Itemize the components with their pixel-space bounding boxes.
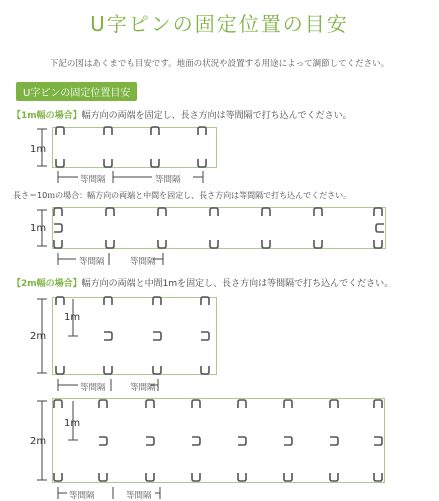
u-pin-icon [313, 207, 323, 217]
u-pin-icon [145, 472, 155, 482]
page-subtitle: 下記の図はあくまでも目安です。地面の状況や設置する用途によって調節してください。 [49, 59, 390, 69]
u-pin-icon [53, 472, 63, 482]
interval-label: 等間隔 [126, 491, 152, 501]
u-pin-icon [197, 126, 207, 136]
mid-label-2m: 1m [64, 312, 81, 323]
u-pin-icon [105, 207, 115, 217]
u-pin-icon [191, 436, 201, 446]
u-pin-icon [152, 296, 162, 306]
u-pin-icon [209, 207, 219, 217]
u-pin-icon [237, 399, 247, 409]
u-pin-icon [98, 399, 108, 409]
width-label-1m: 1m [30, 144, 47, 155]
u-pin-icon [375, 223, 385, 233]
section-tag: U字ピンの固定位置目安 [16, 82, 137, 101]
block-2m-text: 幅方向の両端と中間1mを固定し、長さ方向は等間隔で打ち込んでください。 [81, 279, 394, 289]
interval-label: 等間隔 [80, 383, 106, 393]
interval-label: 等間隔 [69, 491, 95, 501]
u-pin-icon [98, 436, 108, 446]
u-pin-icon [145, 436, 155, 446]
page-title: U字ピンの固定位置の目安 [90, 12, 349, 36]
u-pin-icon [55, 126, 65, 136]
u-pin-icon [55, 296, 65, 306]
u-pin-icon [53, 399, 63, 409]
u-pin-icon [237, 436, 247, 446]
u-pin-icon [157, 239, 167, 249]
block-2m-label: 【2m幅の場合】 [12, 279, 82, 289]
u-pin-icon [150, 126, 160, 136]
u-pin-icon [209, 239, 219, 249]
interval-label: 等間隔 [130, 257, 156, 267]
u-pin-icon [157, 207, 167, 217]
u-pin-icon [373, 239, 383, 249]
u-pin-icon [329, 436, 339, 446]
u-pin-icon [55, 158, 65, 168]
u-pin-icon [313, 239, 323, 249]
block-1m-text: 幅方向の両端を固定し、長さ方向は等間隔で打ち込んでください。 [81, 111, 352, 121]
u-pin-icon [283, 399, 293, 409]
u-pin-icon [373, 207, 383, 217]
u-pin-icon [237, 472, 247, 482]
u-pin-icon [373, 399, 383, 409]
u-pin-icon [200, 365, 210, 375]
width-label-2m-long: 2m [30, 436, 47, 447]
u-pin-icon [103, 365, 113, 375]
u-pin-icon [98, 472, 108, 482]
u-pin-icon [283, 472, 293, 482]
block-1m-label: 【1m幅の場合】 [12, 111, 82, 121]
u-pin-icon [53, 239, 63, 249]
u-pin-icon [191, 399, 201, 409]
u-pin-icon [103, 331, 113, 341]
u-pin-icon [103, 126, 113, 136]
u-pin-icon [329, 399, 339, 409]
u-pin-icon [53, 207, 63, 217]
u-pin-icon [103, 296, 113, 306]
u-pin-icon [55, 365, 65, 375]
u-pin-icon [329, 472, 339, 482]
u-pin-icon [152, 331, 162, 341]
u-pin-icon [200, 296, 210, 306]
interval-label: 等間隔 [155, 175, 181, 185]
width-label-2m: 2m [30, 331, 47, 342]
mid-label-2m-long: 1m [64, 418, 81, 429]
u-pin-icon [152, 365, 162, 375]
interval-label: 等間隔 [79, 257, 105, 267]
u-pin-icon [103, 158, 113, 168]
u-pin-icon [373, 472, 383, 482]
u-pin-icon [200, 331, 210, 341]
interval-label: 等間隔 [130, 383, 156, 393]
u-pin-icon [145, 399, 155, 409]
u-pin-icon [105, 239, 115, 249]
block-10m-heading: 長さ＝10ｍの場合：幅方向の両端と中間を固定し、長さ方向は等間隔で打ち込んでください。 [13, 191, 352, 200]
interval-label: 等間隔 [80, 175, 106, 185]
u-pin-icon [191, 472, 201, 482]
u-pin-icon [150, 158, 160, 168]
u-pin-icon [283, 436, 293, 446]
width-label-10m: 1m [30, 223, 47, 234]
u-pin-icon [197, 158, 207, 168]
u-pin-icon [373, 436, 383, 446]
u-pin-icon [53, 223, 63, 233]
u-pin-icon [261, 239, 271, 249]
u-pin-icon [261, 207, 271, 217]
